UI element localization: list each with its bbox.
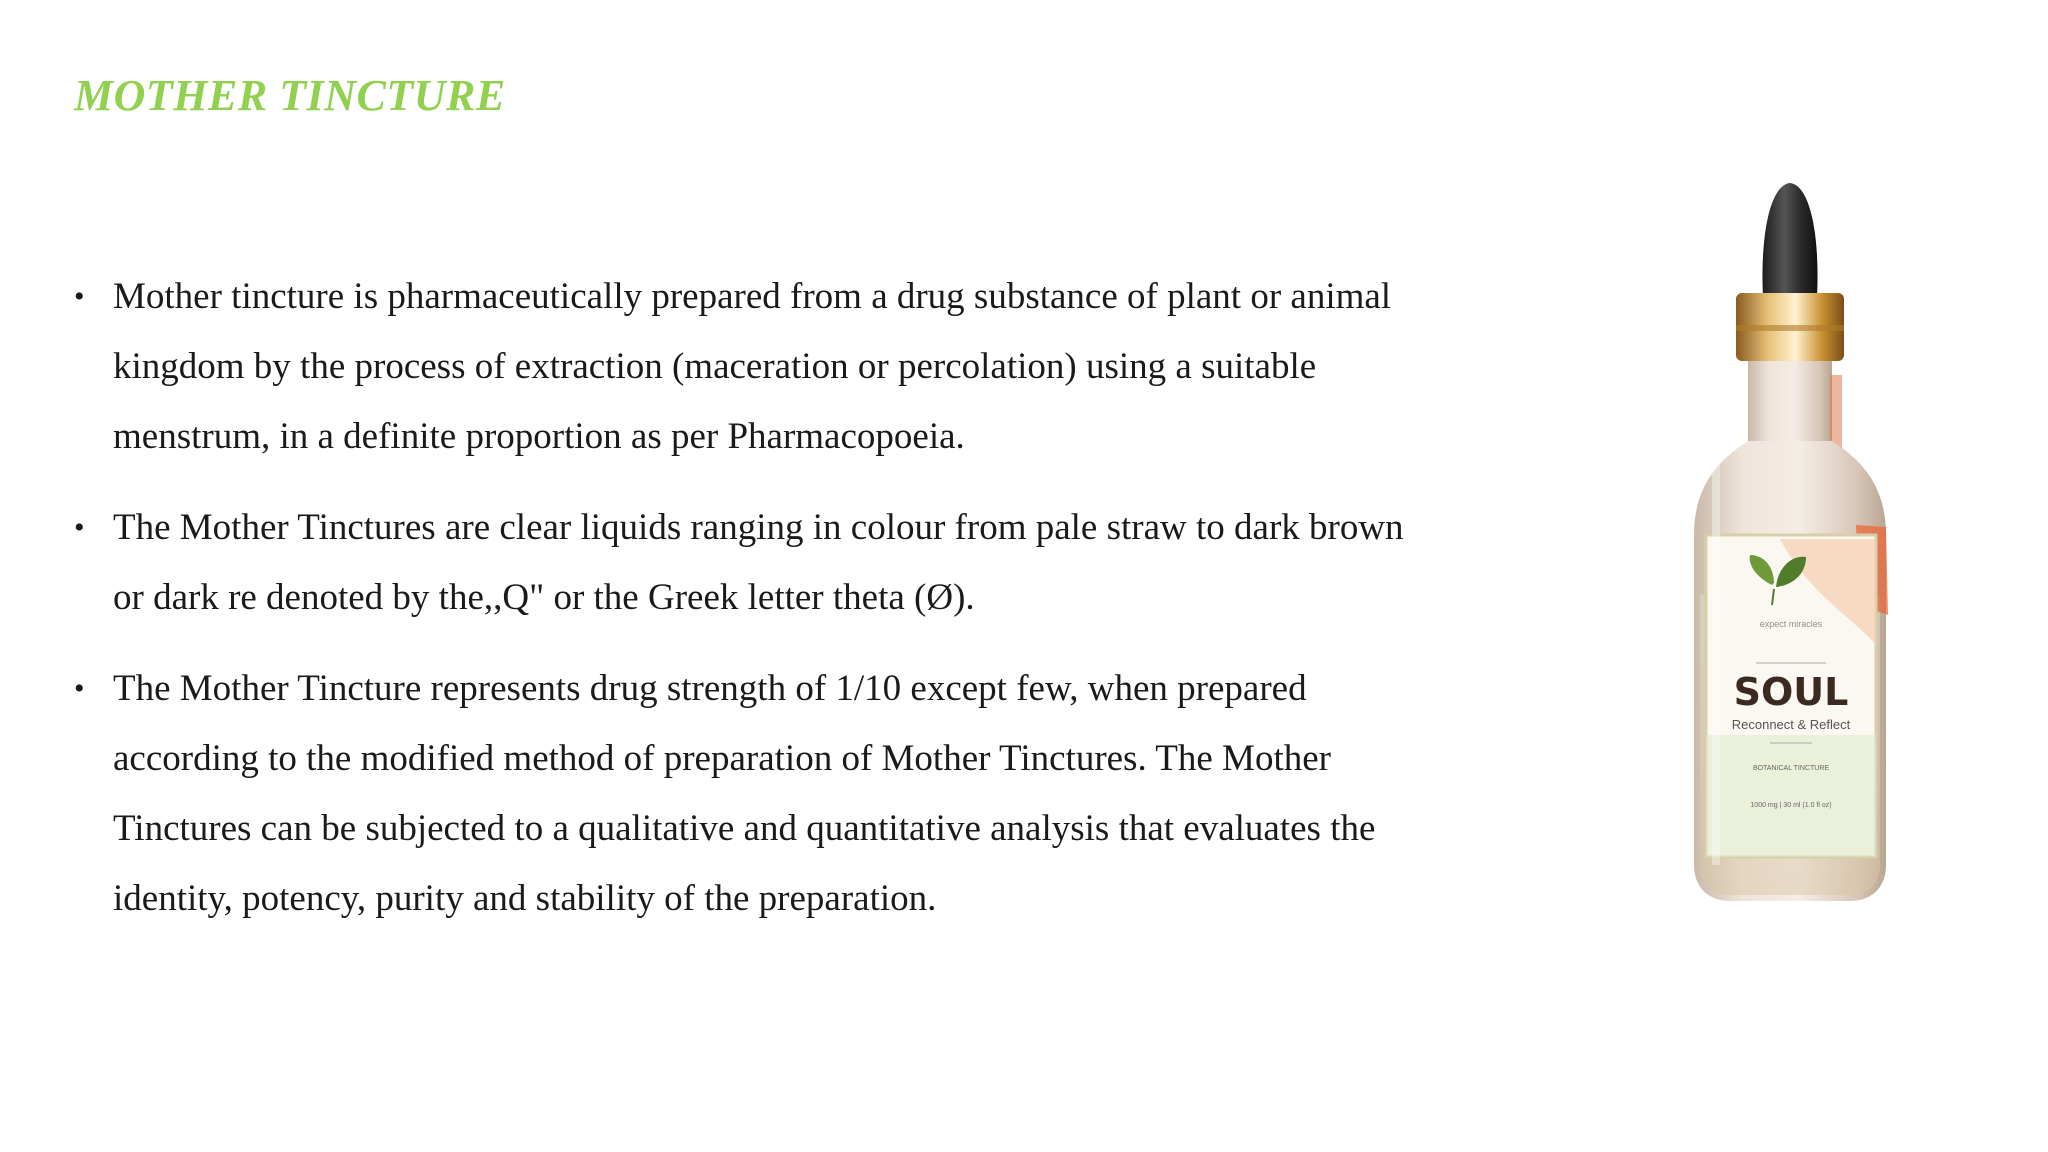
brand-small-text: expect miracles bbox=[1759, 619, 1823, 629]
slide-title: MOTHER TINCTURE bbox=[74, 71, 506, 120]
subline-text: BOTANICAL TINCTURE bbox=[1752, 765, 1830, 772]
volume-text: 1000 mg | 30 ml (1.0 fl oz) bbox=[1750, 802, 1832, 809]
tagline-text: Reconnect & Reflect bbox=[1731, 717, 1851, 732]
dropper-bulb-shape bbox=[1762, 183, 1817, 297]
bullet-text: The Mother Tinctures are clear liquids ranging in colour from pale straw to dark brown or dark re denoted by the,,Q" or the Greek letter theta (Ø). bbox=[113, 507, 1404, 618]
bullet-text: Mother tincture is pharmaceutically prepared from a drug substance of plant or animal kingdom by the process of extraction (maceration or percolation) using a suitable menstrum, in a definite proportion as per Pharmacopoeia. bbox=[113, 276, 1392, 457]
bullet-dot-icon: • bbox=[74, 672, 85, 705]
tincture-bottle-image bbox=[1660, 175, 1920, 915]
bullet-item bbox=[74, 493, 1414, 633]
bullet-dot-icon: • bbox=[74, 511, 85, 544]
bullet-text: The Mother Tincture represents drug strength of 1/10 except few, when prepared according to the modified method of preparation of Mother Tinctures. The Mother Tinctures can be subjected to a qualitative and quantitative analysis that evaluates the identity, potency, purity and stability of the preparation. bbox=[113, 668, 1376, 919]
bullet-dot-icon: • bbox=[74, 280, 85, 313]
bullet-list bbox=[74, 262, 1414, 955]
brand-name-text: SOUL bbox=[1733, 670, 1849, 714]
bullet-item bbox=[74, 262, 1414, 472]
bullet-item bbox=[74, 654, 1414, 934]
